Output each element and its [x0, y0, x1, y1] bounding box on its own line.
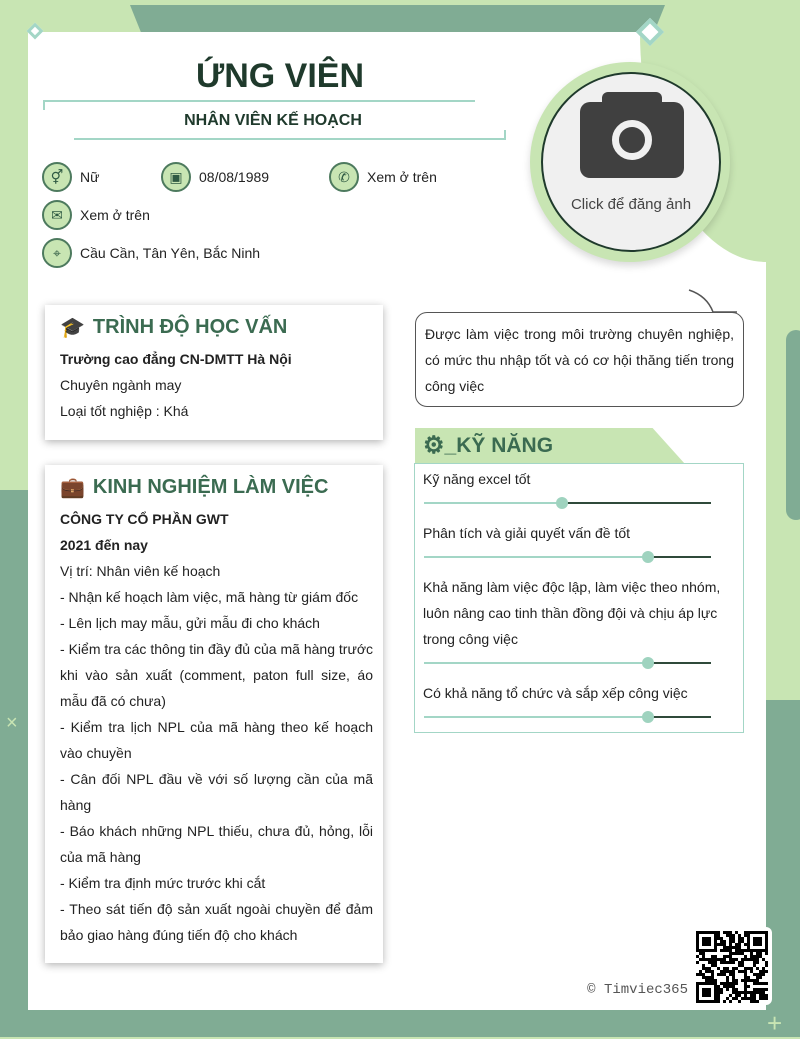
email-value: Xem ở trên: [80, 207, 150, 223]
experience-title: KINH NGHIỆM LÀM VIỆC: [92, 476, 329, 498]
duty-item: - Kiểm tra định mức trước khi cắt: [60, 875, 266, 891]
gender-row: [42, 162, 99, 192]
gender-value: Nữ: [80, 169, 100, 185]
duty-item: - Theo sát tiến độ sản xuất ngoài chuyền để đảm bảo giao hàng đúng tiến độ cho khách: [60, 901, 373, 943]
grade: Loại tốt nghiệp : Khá: [60, 403, 189, 419]
duty-list: [60, 584, 373, 948]
duty-item: - Nhận kế hoạch làm việc, mã hàng từ giám đốc: [60, 589, 359, 605]
skill-level-bar: [424, 502, 711, 504]
skills-section: [414, 463, 744, 733]
company-name: CÔNG TY CỔ PHẦN GWT: [60, 511, 229, 527]
phone-value: Xem ở trên: [367, 169, 437, 185]
graduation-cap-icon: 🎓: [60, 317, 85, 339]
qr-code: [692, 927, 772, 1005]
skills-title: _KỸ NĂNG: [444, 433, 554, 457]
candidate-name: ỨNG VIÊN: [195, 57, 364, 95]
skills-heading: [423, 431, 553, 460]
envelope-icon: ✉: [42, 200, 72, 230]
duty-item: - Lên lịch may mẫu, gửi mẫu đi cho khách: [60, 615, 320, 631]
major: Chuyên ngành may: [60, 377, 182, 393]
skill-level-fill: [424, 502, 562, 504]
work-period: 2021 đến nay: [60, 537, 148, 553]
briefcase-icon: 💼: [60, 477, 85, 499]
skill-level-bar: [424, 556, 711, 558]
objective-text: Được làm việc trong môi trường chuyên nghiệp, có mức thu nhập tốt và có cơ hội thăng tiến trong công việc: [425, 326, 734, 394]
duty-item: - Kiểm tra lịch NPL của mã hàng theo kế hoạch vào chuyền: [60, 719, 373, 761]
skill-item: [423, 680, 735, 718]
work-role: Vị trí: Nhân viên kế hoạch: [60, 563, 221, 579]
skill-item: [423, 466, 735, 504]
skill-level-bar: [424, 716, 711, 718]
address-row: [42, 238, 260, 268]
divider: [74, 130, 506, 140]
duty-item: - Báo khách những NPL thiếu, chưa đủ, hỏng, lỗi của mã hàng: [60, 823, 373, 865]
education-heading: [60, 315, 368, 340]
skill-name: Có khả năng tổ chức và sắp xếp công việc: [423, 685, 688, 701]
skill-level-fill: [424, 716, 648, 718]
skill-level-fill: [424, 556, 648, 558]
career-objective: [415, 312, 744, 407]
bg-bottom-strip: [0, 1008, 800, 1037]
skill-item: [423, 574, 735, 664]
copyright: © Timviec365: [587, 982, 688, 998]
skill-item: [423, 520, 735, 558]
phone-icon: ✆: [329, 162, 359, 192]
phone-row: [329, 162, 437, 192]
skill-level-knob: [556, 497, 568, 509]
gear-icon: ⚙: [423, 432, 445, 459]
experience-heading: [60, 475, 373, 500]
birthday-value: 08/08/1989: [199, 169, 270, 185]
duty-item: - Kiểm tra các thông tin đầy đủ của mã hàng trước khi vào sản xuất (comment, paton full size, áo mẫu đã có chưa): [60, 641, 373, 709]
job-position: NHÂN VIÊN KẾ HOẠCH: [184, 112, 362, 129]
education-title: TRÌNH ĐỘ HỌC VẤN: [92, 316, 288, 338]
gender-icon: ⚥: [42, 162, 72, 192]
skill-level-bar: [424, 662, 711, 664]
bg-right-tab: [786, 330, 800, 520]
calendar-icon: ▣: [161, 162, 191, 192]
address-value: Cầu Cần, Tân Yên, Bắc Ninh: [80, 245, 261, 261]
duty-item: - Cân đối NPL đầu về với số lượng cần của mã hàng: [60, 771, 373, 813]
skill-name: Phân tích và giải quyết vấn đề tốt: [423, 525, 631, 541]
birthday-row: [161, 162, 269, 192]
divider: [43, 100, 475, 110]
experience-section: [45, 465, 383, 963]
avatar-upload[interactable]: [541, 72, 721, 252]
skill-level-knob: [642, 551, 654, 563]
email-row: [42, 200, 150, 230]
plus-decoration: +: [767, 1008, 783, 1038]
x-decoration: ×: [6, 712, 18, 734]
skill-level-knob: [642, 657, 654, 669]
skill-name: Kỹ năng excel tốt: [423, 471, 531, 487]
skill-level-knob: [642, 711, 654, 723]
education-section: [45, 305, 383, 440]
camera-icon: [580, 102, 684, 178]
avatar-upload-label: Click để đăng ảnh: [570, 196, 692, 213]
skill-name: Khả năng làm việc độc lập, làm việc theo nhóm, luôn nâng cao tinh thần đồng đội và chịu áp lực trong công việc: [423, 579, 721, 647]
skill-level-fill: [424, 662, 648, 664]
location-pin-icon: ⌖: [42, 238, 72, 268]
school-name: Trường cao đẳng CN-DMTT Hà Nội: [60, 351, 292, 367]
